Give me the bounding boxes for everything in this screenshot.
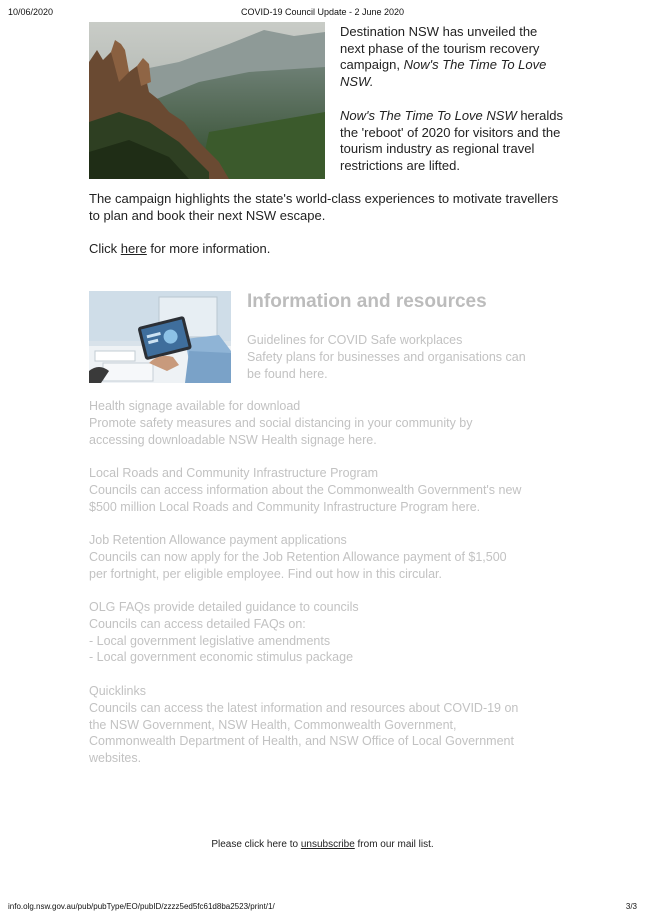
olg-faqs-list-item: - Local government economic stimulus package <box>89 650 354 665</box>
local-roads-line: $500 million Local Roads and Community Infrastructure Program here. <box>89 499 481 514</box>
promo-p2-text: heralds the 'reboot' of 2020 for visitors and the tourism industry as regional travel restrictions are lifted. <box>340 107 563 173</box>
guidelines-title: Guidelines for COVID Safe workplaces <box>247 333 463 347</box>
page-number: 3/3 <box>625 902 637 911</box>
print-date: 10/06/2020 <box>8 7 54 17</box>
unsubscribe-line <box>0 839 645 850</box>
more-info-line <box>89 240 270 257</box>
promo-p1-text: Destination NSW has unveiled the next phase of the tourism recovery campaign, <box>340 24 540 73</box>
olg-faqs-line: Councils can access detailed FAQs on: <box>89 616 306 631</box>
quicklinks-block <box>89 683 559 767</box>
click-prefix: Click <box>89 241 121 256</box>
health-signage-title: Health signage available for download <box>89 399 301 413</box>
job-retention-line: Councils can now apply for the Job Retention Allowance payment of $1,500 <box>89 549 507 564</box>
tourism-campaign-intro <box>340 24 565 175</box>
campaign-description: The campaign highlights the state's world-class experiences to motivate travellers to plan and book their next NSW escape. <box>89 191 559 223</box>
quicklinks-line: Commonwealth Department of Health, and NSW Office of Local Government <box>89 734 514 749</box>
promo-paragraph-2 <box>340 108 565 175</box>
guidelines-text-line: be found here. <box>247 366 328 381</box>
print-url: info.olg.nsw.gov.au/pub/pubType/EO/pubID/zzzz5ed5fc61d8ba2523/print/1/ <box>8 902 275 911</box>
unsubscribe-link[interactable]: unsubscribe <box>300 839 355 850</box>
olg-faqs-title: OLG FAQs provide detailed guidance to councils <box>89 600 359 614</box>
health-signage-line: Promote safety measures and social distancing in your community by <box>89 415 473 430</box>
resources-heading: Information and resources <box>247 291 487 312</box>
blue-mountains-photo <box>89 22 325 179</box>
quicklinks-title: Quicklinks <box>89 684 146 698</box>
promo-p1-campaign-name: Now's The Time To Love NSW. <box>340 57 547 90</box>
quicklinks-line: websites. <box>89 751 142 766</box>
local-roads-block <box>89 465 559 515</box>
job-retention-block <box>89 532 559 582</box>
covid-safe-guidelines <box>247 332 557 382</box>
click-suffix: for more information. <box>146 241 271 256</box>
tablet-photo <box>89 291 231 383</box>
health-signage-line: accessing downloadable NSW Health signage here. <box>89 432 377 447</box>
print-title: COVID-19 Council Update - 2 June 2020 <box>240 7 405 17</box>
local-roads-line: Councils can access information about the Commonwealth Government's new <box>89 482 522 497</box>
olg-faqs-list-item: - Local government legislative amendments <box>89 633 331 648</box>
local-roads-title: Local Roads and Community Infrastructure Program <box>89 466 379 480</box>
promo-p2-campaign-name: Now's The Time To Love NSW <box>340 107 517 123</box>
olg-faqs-block <box>89 599 559 666</box>
guidelines-text-line: Safety plans for businesses and organisations can <box>247 349 526 364</box>
quicklinks-line: the NSW Government, NSW Health, Commonwealth Government, <box>89 717 457 732</box>
unsubscribe-suffix: from our mail list. <box>354 839 434 850</box>
quicklinks-line: Councils can access the latest information and resources about COVID-19 on <box>89 700 519 715</box>
job-retention-line: per fortnight, per eligible employee. Find out how in this circular. <box>89 566 442 581</box>
promo-paragraph-1 <box>340 24 565 91</box>
job-retention-title: Job Retention Allowance payment applications <box>89 533 347 547</box>
health-signage-block <box>89 398 559 448</box>
unsubscribe-prefix: Please click here to <box>211 839 301 850</box>
more-info-link[interactable]: here <box>120 241 147 256</box>
